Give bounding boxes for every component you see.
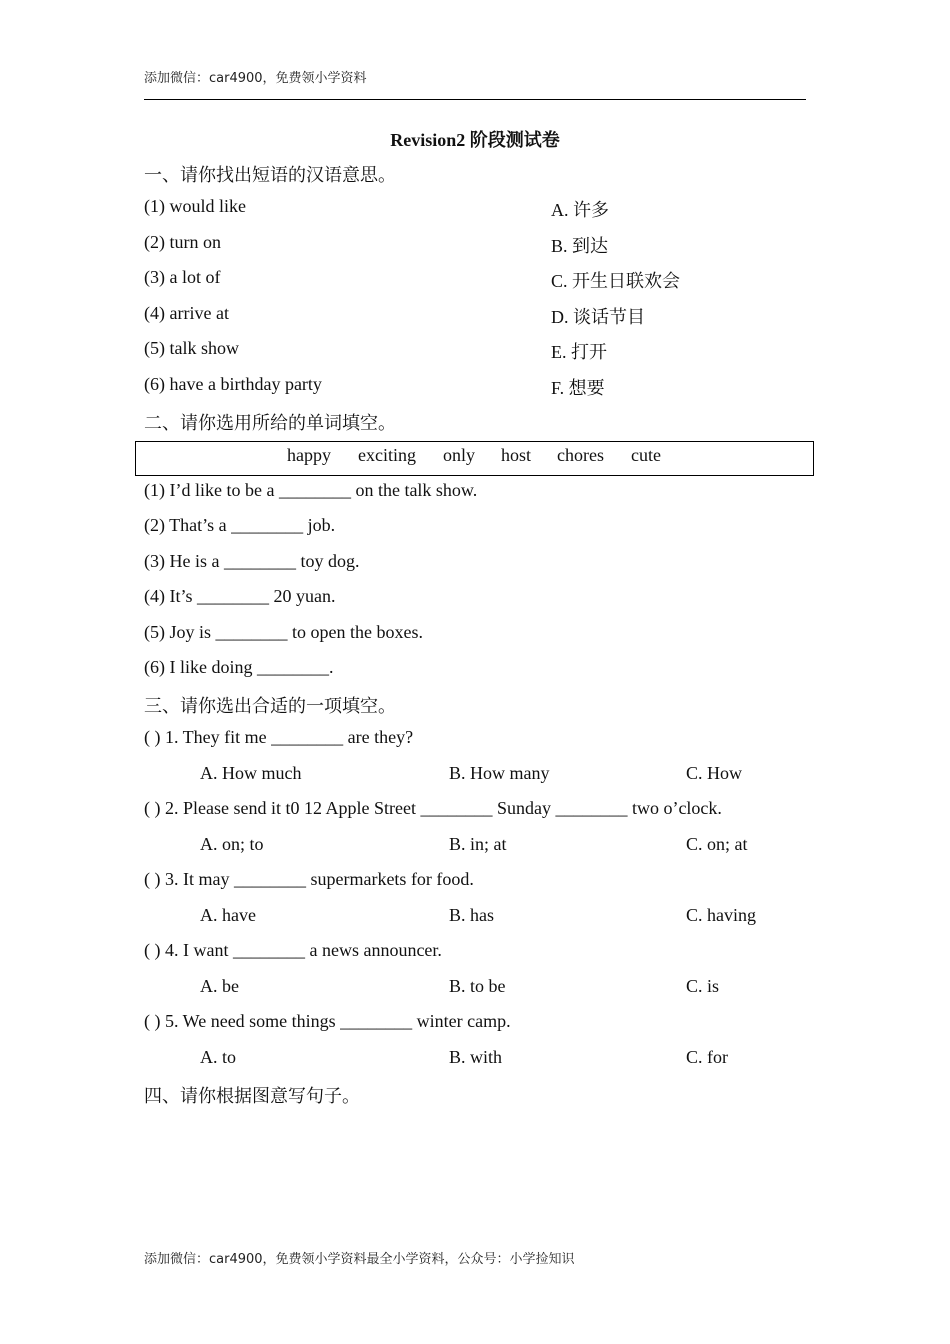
mc-option-c: C. for: [686, 1047, 728, 1067]
mc-option-a: A. have: [200, 905, 256, 925]
phrase-3: (3) a lot of: [144, 267, 221, 287]
phrase-4: (4) arrive at: [144, 303, 229, 323]
word-bank-item: chores: [557, 445, 604, 465]
word-bank-item: happy: [287, 445, 331, 465]
section-2-heading: 二、请你选用所给的单词填空。: [144, 413, 396, 434]
phrase-2: (2) turn on: [144, 232, 221, 252]
fill-sentence-6: (6) I like doing ________.: [144, 657, 334, 677]
meaning-d: [551, 303, 645, 329]
meaning-f: [551, 374, 605, 400]
word-bank-item: cute: [631, 445, 661, 465]
meaning-letter: A.: [551, 200, 569, 220]
mc-option-a: A. be: [200, 976, 239, 996]
phrase-5: (5) talk show: [144, 338, 239, 358]
meaning-letter: C.: [551, 271, 568, 291]
mc-question-2: ( ) 2. Please send it t0 12 Apple Street ________ Sunday ________ two o’clock.: [144, 798, 722, 818]
mc-option-c: C. having: [686, 905, 756, 925]
word-bank-item: host: [501, 445, 532, 465]
meaning-b: [551, 232, 608, 258]
meaning-letter: D.: [551, 307, 569, 327]
section-1-heading: 一、请你找出短语的汉语意思。: [144, 165, 396, 186]
mc-option-c: C. is: [686, 976, 720, 996]
meaning-letter: E.: [551, 342, 567, 362]
fill-sentence-3: (3) He is a ________ toy dog.: [144, 551, 360, 571]
fill-sentence-2: (2) That’s a ________ job.: [144, 515, 336, 535]
meaning-letter: F.: [551, 378, 565, 398]
page-title: Revision2 阶段测试卷: [390, 130, 560, 150]
meaning-text: 到达: [572, 236, 609, 257]
meaning-e: [551, 338, 607, 364]
footer-note: 添加微信：car4900，免费领小学资料最全小学资料，公众号：小学捡知识: [144, 1252, 575, 1267]
mc-question-5: ( ) 5. We need some things ________ winter camp.: [144, 1011, 511, 1031]
mc-option-b: B. How many: [449, 763, 550, 783]
header-note: 添加微信：car4900，免费领小学资料: [144, 71, 367, 86]
header-rule: [144, 99, 806, 100]
meaning-text: 谈话节目: [573, 307, 645, 328]
meaning-text: 开生日联欢会: [572, 271, 681, 292]
section-3-heading: 三、请你选出合适的一项填空。: [144, 696, 396, 717]
fill-sentence-5: (5) Joy is ________ to open the boxes.: [144, 622, 423, 642]
word-bank-item: exciting: [358, 445, 416, 465]
mc-option-b: B. has: [449, 905, 494, 925]
section-4-heading: 四、请你根据图意写句子。: [144, 1086, 360, 1107]
phrase-6: (6) have a birthday party: [144, 374, 322, 394]
mc-question-4: ( ) 4. I want ________ a news announcer.: [144, 940, 442, 960]
fill-sentence-4: (4) It’s ________ 20 yuan.: [144, 586, 336, 606]
mc-option-a: A. How much: [200, 763, 302, 783]
mc-question-1: ( ) 1. They fit me ________ are they?: [144, 727, 414, 747]
meaning-text: 想要: [568, 378, 605, 399]
mc-option-b: B. in; at: [449, 834, 507, 854]
mc-option-a: A. on; to: [200, 834, 264, 854]
mc-option-c: C. on; at: [686, 834, 748, 854]
phrase-1: (1) would like: [144, 196, 246, 216]
meaning-text: 许多: [573, 200, 609, 221]
mc-option-a: A. to: [200, 1047, 236, 1067]
fill-sentence-1: (1) I’d like to be a ________ on the talk show.: [144, 480, 478, 500]
meaning-text: 打开: [571, 342, 607, 363]
meaning-c: [551, 267, 680, 293]
word-bank-item: only: [443, 445, 476, 465]
meaning-letter: B.: [551, 236, 568, 256]
mc-option-b: B. with: [449, 1047, 503, 1067]
mc-question-3: ( ) 3. It may ________ supermarkets for food.: [144, 869, 474, 889]
meaning-a: [551, 196, 609, 222]
mc-option-b: B. to be: [449, 976, 506, 996]
mc-option-c: C. How: [686, 763, 743, 783]
